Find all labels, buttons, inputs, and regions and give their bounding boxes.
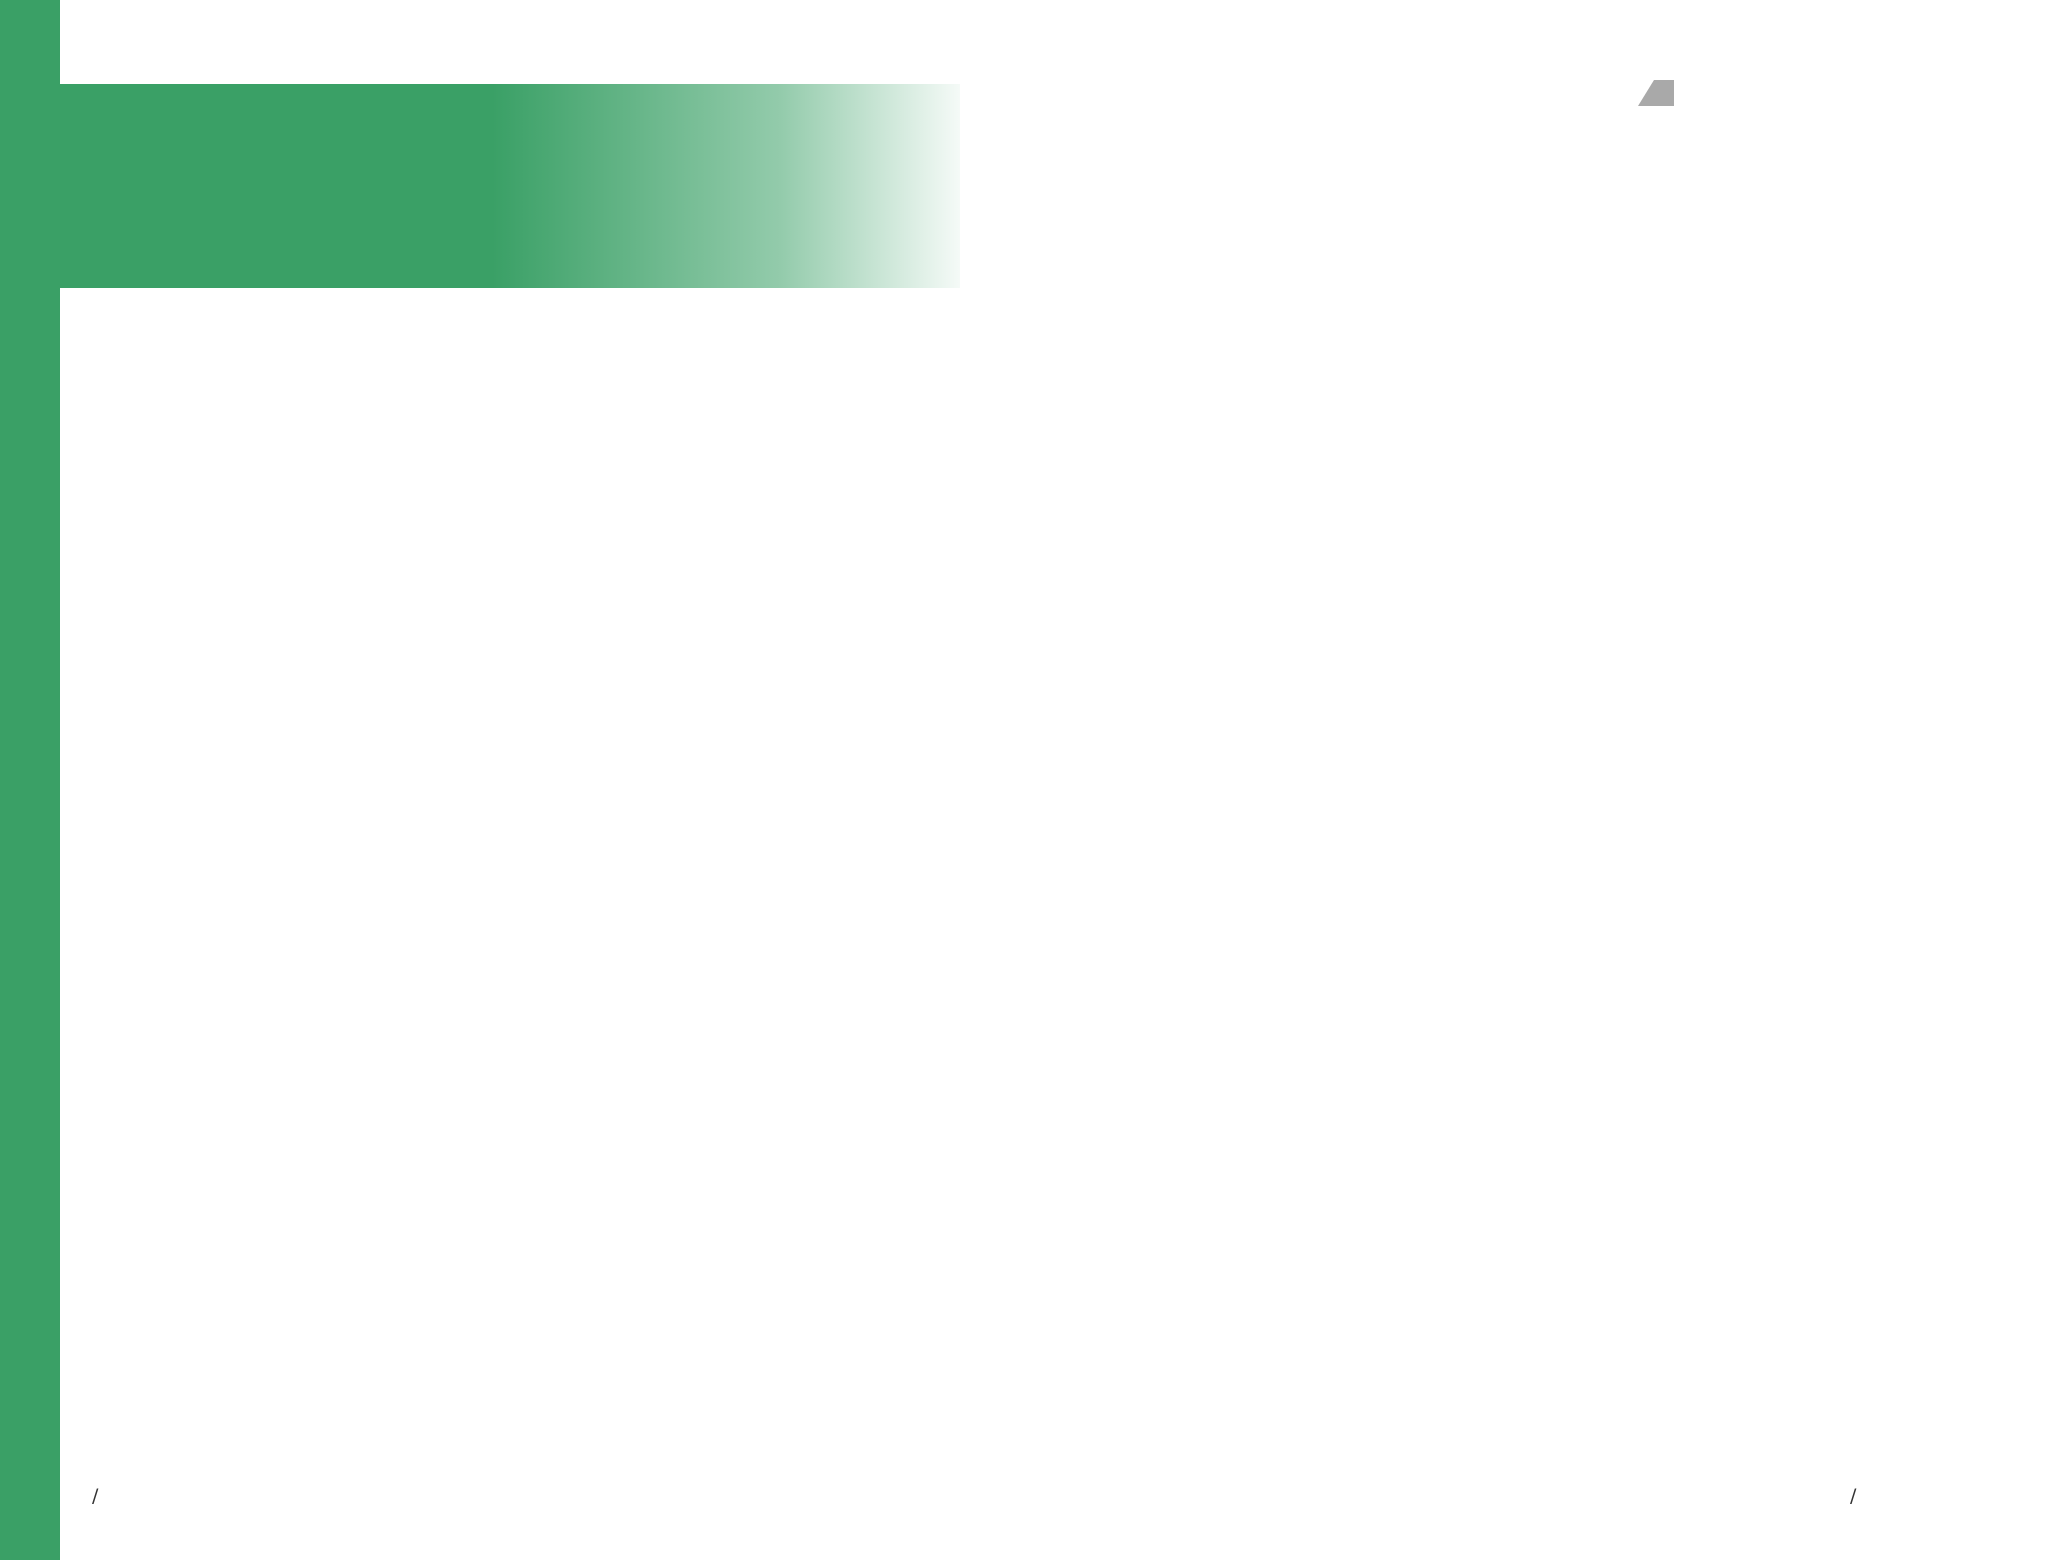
footer-right: / — [1850, 1485, 1857, 1507]
footer-left: / — [92, 1485, 99, 1507]
